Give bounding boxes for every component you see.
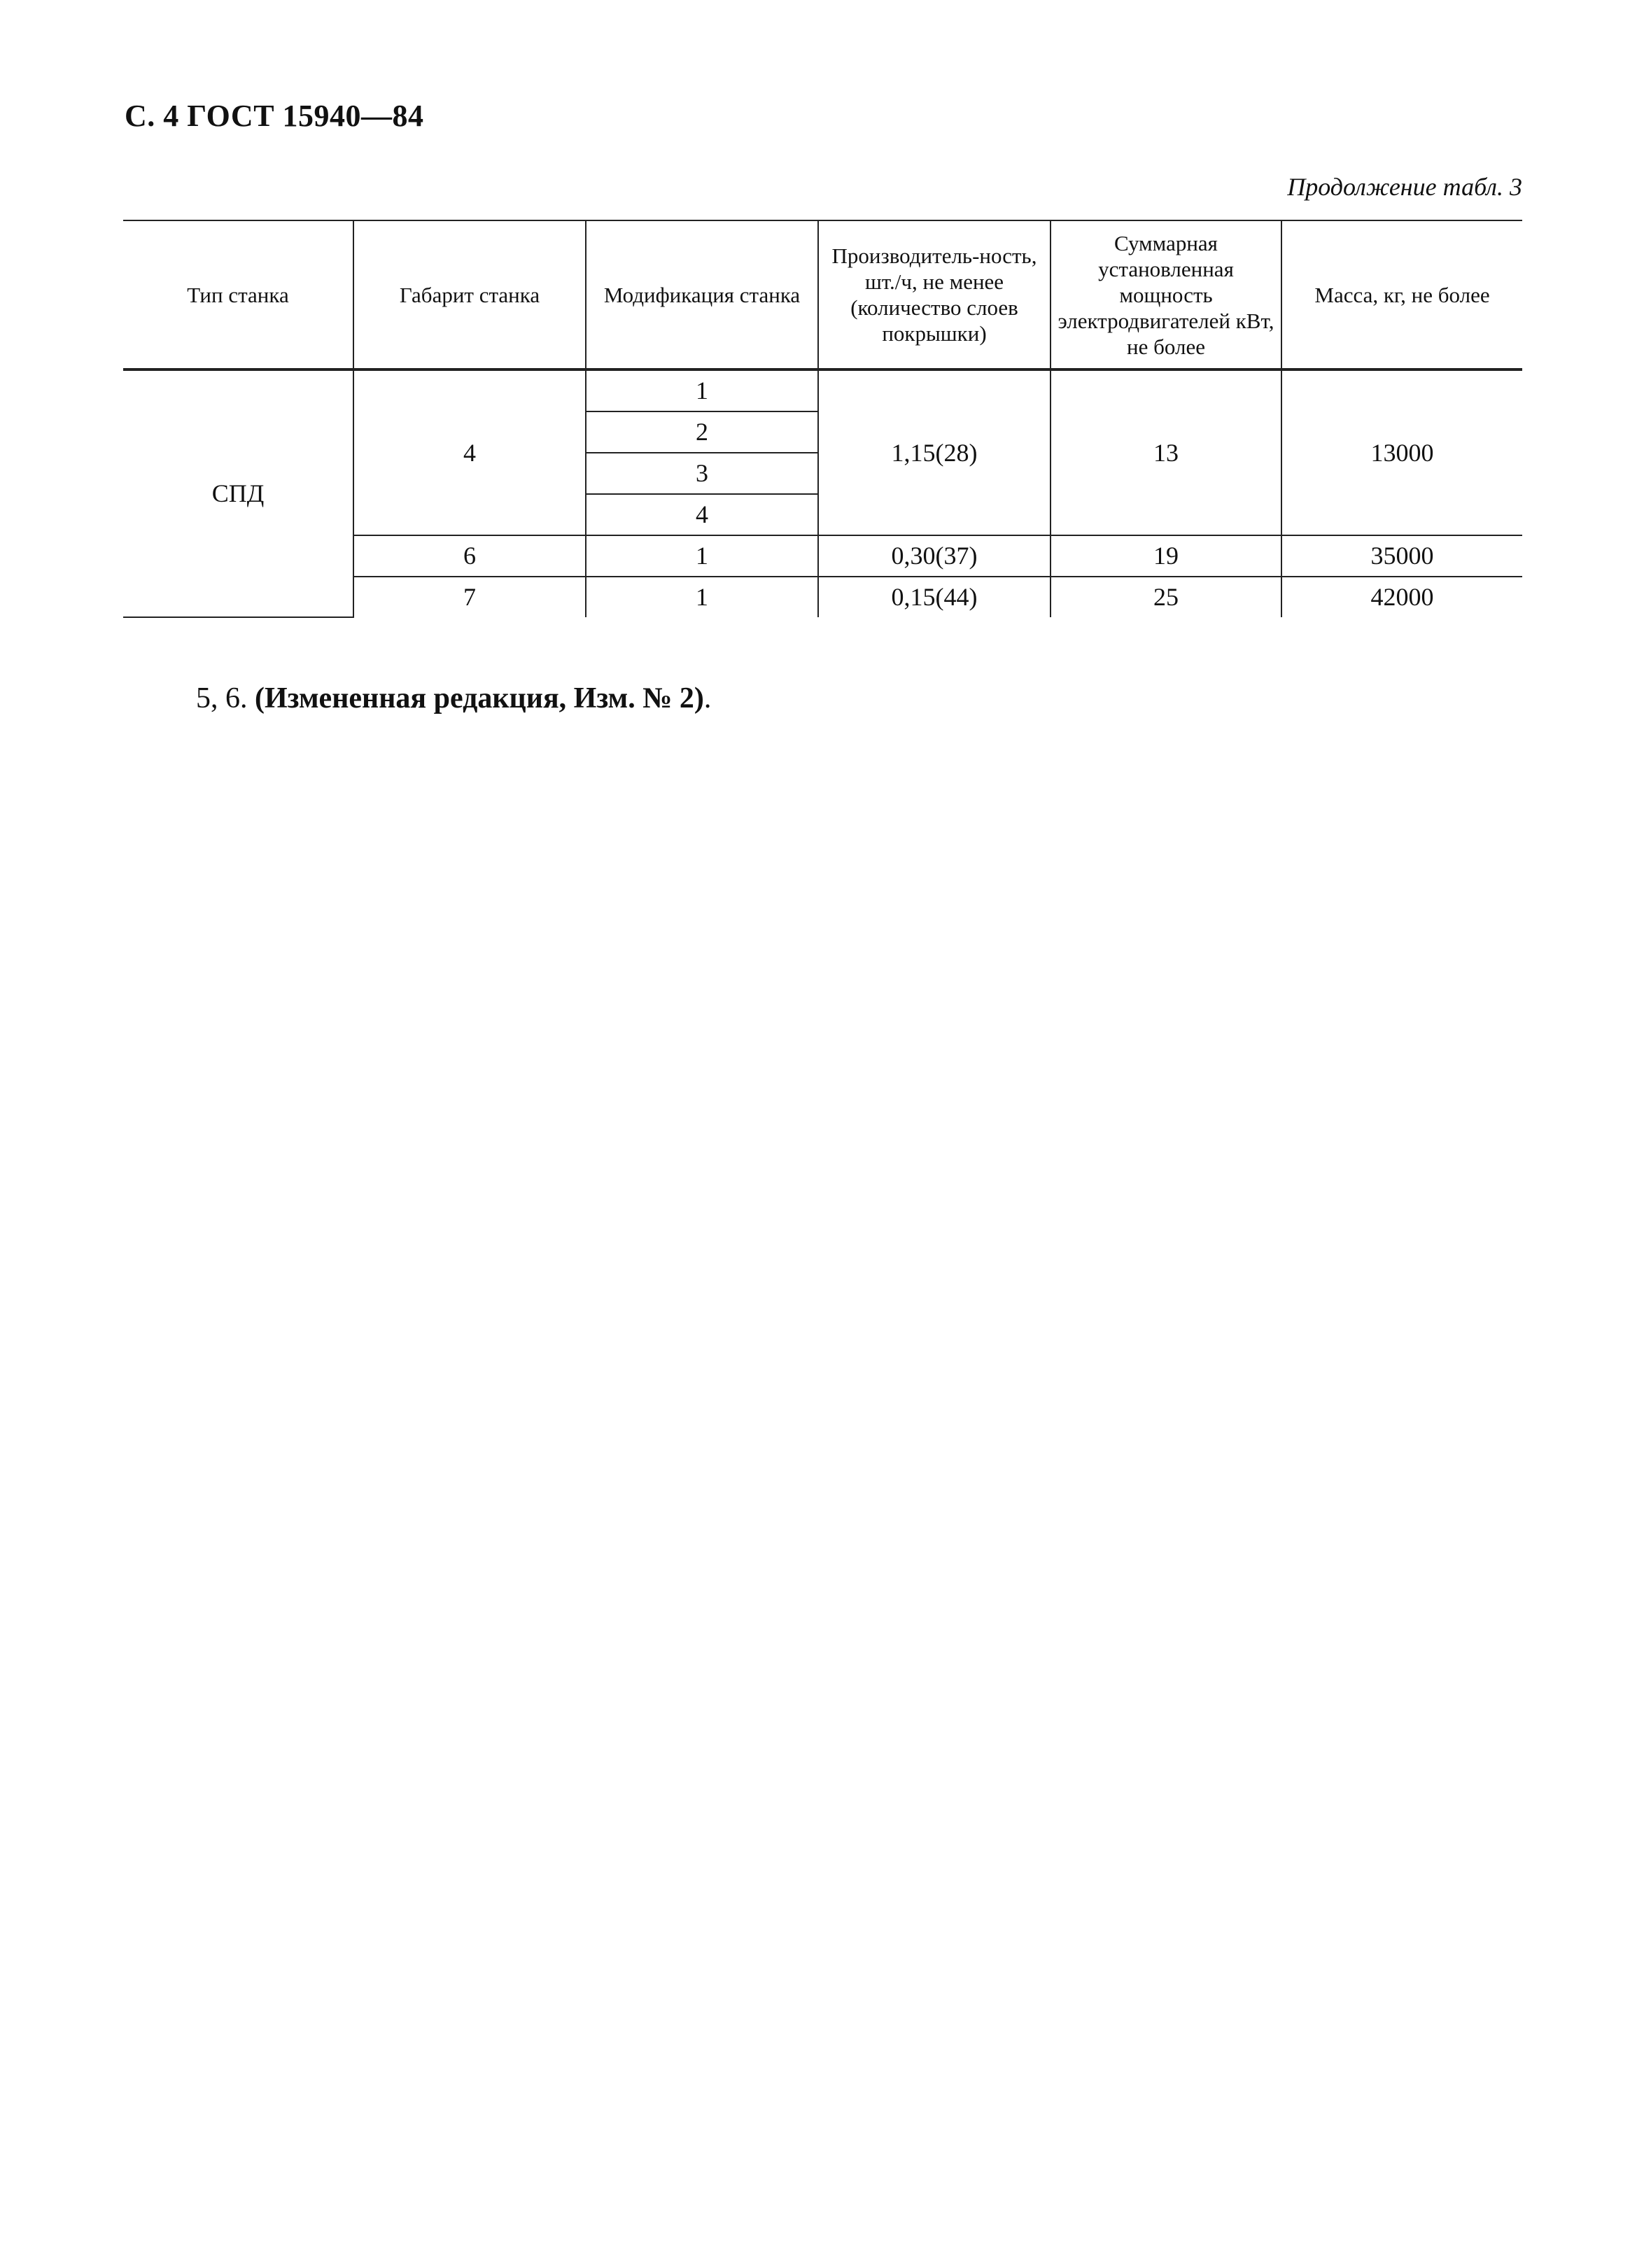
cell-mass: 35000 (1281, 535, 1522, 577)
cell-modification: 1 (586, 535, 818, 577)
column-header-productivity: Производитель-ность, шт./ч, не менее (количество слоев покрышки) (818, 220, 1051, 369)
cell-power: 25 (1051, 577, 1281, 617)
column-header-type: Тип станка (123, 220, 353, 369)
cell-productivity: 0,30(37) (818, 535, 1051, 577)
machine-specs-table (123, 220, 1522, 618)
amendment-note-bold: (Измененная редакция, Изм. № 2) (255, 682, 704, 714)
cell-size: 6 (353, 535, 586, 577)
cell-modification: 3 (586, 453, 818, 494)
cell-modification: 4 (586, 494, 818, 535)
cell-power: 19 (1051, 535, 1281, 577)
cell-type: СПД (123, 369, 353, 617)
cell-modification: 1 (586, 369, 818, 411)
table-header-row (123, 220, 1522, 369)
amendment-note (196, 682, 711, 715)
amendment-note-prefix: 5, 6. (196, 682, 255, 714)
column-header-power: Суммарная установленная мощность электродвигателей кВт, не более (1051, 220, 1281, 369)
cell-productivity: 0,15(44) (818, 577, 1051, 617)
table-row (123, 369, 1522, 411)
cell-power: 13 (1051, 369, 1281, 535)
table-continuation-label: Продолжение табл. 3 (1287, 173, 1522, 201)
cell-modification: 1 (586, 577, 818, 617)
cell-mass: 42000 (1281, 577, 1522, 617)
cell-size: 4 (353, 369, 586, 535)
page-header: С. 4 ГОСТ 15940—84 (125, 99, 424, 133)
cell-size: 7 (353, 577, 586, 617)
cell-modification: 2 (586, 411, 818, 453)
column-header-size: Габарит станка (353, 220, 586, 369)
cell-productivity: 1,15(28) (818, 369, 1051, 535)
cell-mass: 13000 (1281, 369, 1522, 535)
column-header-modification: Модификация станка (586, 220, 818, 369)
column-header-mass: Масса, кг, не более (1281, 220, 1522, 369)
amendment-note-suffix: . (703, 682, 712, 714)
